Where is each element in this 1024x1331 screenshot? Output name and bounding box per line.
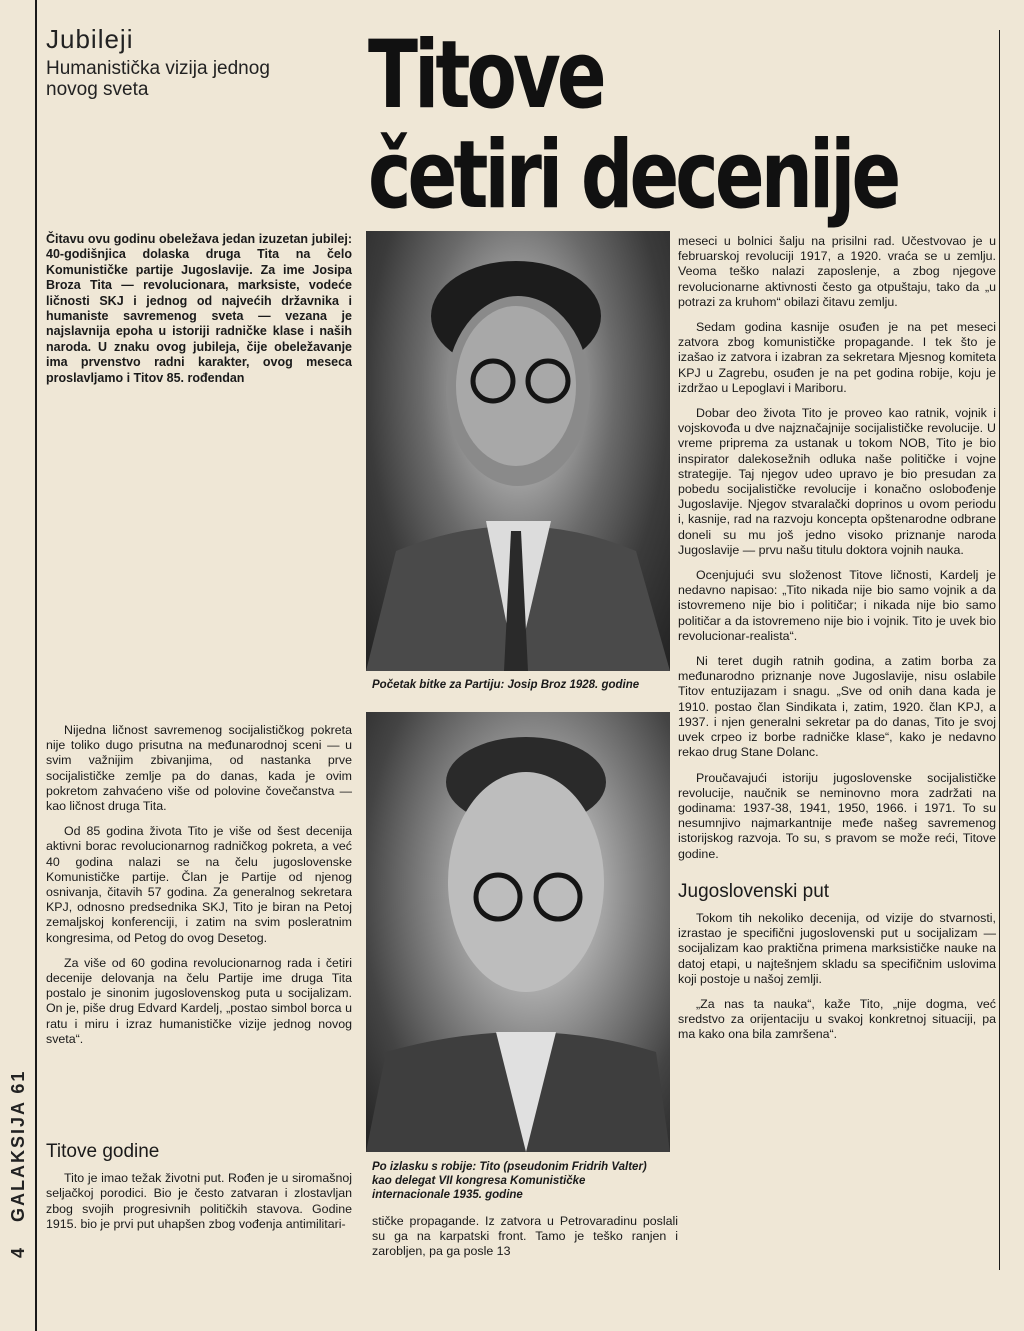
portrait-2-illustration: [366, 712, 670, 1152]
photo-josip-broz-1928: [366, 231, 670, 671]
subhead-titove-godine: Titove godine: [46, 1141, 160, 1162]
right-bottom-paragraph-2: „Za nas ta nauka“, kaže Tito, „nije dogma, već sredstvo za orijentaciju u svakoj konkretnoj situaciji, pa ma kako ona bila zamršena“.: [678, 996, 996, 1042]
right-margin-rule: [999, 30, 1000, 1270]
left-margin-rule: [35, 0, 37, 1331]
left-paragraph-1: Nijedna ličnost savremenog socijalističkog pokreta nije toliko dugo prisutna na međunarodnoj sceni — u svim važnijim zbivanjima, od nastanka prve socijalističke zemlje pa do danas, kada je ovim pokretom zahvaćeno više od polovine čovečanstva — kao ličnost druga Tita.: [46, 723, 352, 814]
right-paragraph-1: meseci u bolnici šalju na prisilni rad. Učestvovao je u februarskoj revoluciji 1917, a 1920. vraća se u zemlju. Veoma teško nalazi zaposlenje, a zbog njegove revolucionarne aktivnosti često ga otpuštaju, tako da „u potrazi za kruhom“ obilazi čitavu zemlju.: [678, 234, 996, 309]
section-label: Jubileji: [46, 24, 134, 54]
right-paragraph-2: Sedam godina kasnije osuđen je na pet meseci zatvora zbog komunističke propagande. I tek što je izašao iz zatvora i izabran za sekretara Mjesnog komiteta KPJ u Zagrebu, osuđen je na pet godina robije, koju je izdržao u Lepoglavi i Mariboru.: [678, 320, 996, 395]
folio-page-number: 4: [8, 1245, 28, 1258]
middle-bottom-text: stičke propagande. Iz zatvora u Petrovaradinu poslali su ga na karpatski front. Tamo je teško ranjen i zarobljen, pa ga posle 13: [372, 1214, 678, 1259]
portrait-1-illustration: [366, 231, 670, 671]
photo-1-caption: Početak bitke za Partiju: Josip Broz 1928. godine: [372, 679, 640, 691]
headline-line-2: četiri decenije: [368, 121, 898, 230]
folio-magazine: GALAKSIJA 61: [8, 1069, 28, 1222]
headline: [368, 21, 898, 230]
lead-paragraph: Čitavu ovu godinu obeležava jedan izuzetan jubilej: 40-godišnjica dolaska druga Tita na čelo Komunističke partije Jugoslavije. Za ime Josipa Broza Tita — revolucionara, marksiste, vodeće ličnosti SKJ i jednog od najvećih državnika i humaniste savremenog sveta — vezana je najslavnija epoha u istoriji radničke klase i naših naroda. U znaku ovog jubileja, čije obeležavanje ima prvenstvo radni karakter, ovog meseca proslavljamo i Titov 85. rođendan: [46, 232, 352, 385]
folio: [8, 1070, 29, 1258]
photo-tito-1935: [366, 712, 670, 1152]
photo-2-caption: Po izlasku s robije: Tito (pseudonim Fridrih Valter) kao delegat VII kongresa Komunističke internacionale 1935. godine: [372, 1161, 647, 1201]
left-bottom-section: [46, 1140, 352, 1242]
section-subtitle: Humanistička vizija jednog novog sveta: [46, 58, 270, 100]
right-bottom-paragraph-1: Tokom tih nekoliko decenija, od vizije do stvarnosti, izrastao je specifični jugoslovenski put u socijalizam — socijalizam kao praktična primena marksističke nauke na datoj etapi, u najtešnjem skladu sa specifičnim uslovima koji postoje u našoj zemlji.: [678, 910, 996, 986]
right-paragraph-4: Ocenjujući svu složenost Titove ličnosti, Kardelj je nedavno napisao: „Tito nikada nije bio samo vojnik a da istovremeno nije bio i političar; i nikada nije bio samo političar a da istovremeno nije bio i vojnik. Tito je uvek bio revolucionar-realista“.: [678, 568, 996, 643]
headline-line-1: Titove: [368, 21, 603, 130]
left-column: [46, 723, 352, 1057]
left-bottom-paragraph: Tito je imao težak životni put. Rođen je u siromašnoj seljačkoj porodici. Bio je često zatvaran i zlostavljan zbog svojih progresivnih političkih stavova. Godine 1915. bio je prvi put uhapšen zbog vođenja antimilitari-: [46, 1171, 352, 1231]
left-paragraph-3: Za više od 60 godina revolucionarnog rada i četiri decenije delovanja na čelu Partije ime druga Tita postalo je sinonim jugoslovenskog puta u socijalizam. On je, piše drug Edvard Kardelj, „postao simbol borca u ratu i miru i izraz humanističke vizije jednog novog sveta“.: [46, 955, 352, 1046]
right-column: [678, 234, 996, 1053]
right-paragraph-5: Ni teret dugih ratnih godina, a zatim borba za međunarodno priznanje nove Jugoslavije, nisu oslabile Titov entuzijazam i snagu. „Sve od onih dana kada je 1910. postao član Sindikata i, zatim, 1920. član KPJ, a 1937. i njen generalni sekretar pa do danas, Tito je svoj uvek crpeo iz borbe radničke klase“, kako je nedavno rekao drug Stane Dolanc.: [678, 654, 996, 760]
subhead-jugoslovenski-put: Jugoslovenski put: [678, 880, 830, 902]
left-paragraph-2: Od 85 godina života Tito je više od šest decenija aktivni borac revolucionarnog radničkog pokreta, a već 40 godina nalazi se na čelu jugoslovenske Komunističke partije. Član je Partije od njenog osnivanja, čitavih 57 godina. Za generalnog sekretara KPJ, odnosno predsednika SKJ, Tito je biran na Petoj zemaljskoj konferenciji, i zatim na svim posleratnim kongresima, od Petog do ovog Desetog.: [46, 824, 352, 945]
right-paragraph-3: Dobar deo života Tito je proveo kao ratnik, vojnik i vojskovođa u dve najznačajnije socijalističke revolucije. U vreme priprema za ustanak u tokom NOB, Tito je bio inspirator dalekosežnih odluka naše političke i vojne strategije. Taj njegov udeo upravo je bio presudan za pobedu socijalističke revolucije i konačno oslobođenje Jugoslavije. Njegov stvaralački doprinos u ovom periodu i, kasnije, rad na razvoju koncepta opštenarodne odbrane doneli su mu još jedno visoko priznanje naroda Jugoslavije — prvu našu titulu doktora vojnih nauka.: [678, 406, 996, 557]
right-paragraph-6: Proučavajući istoriju jugoslovenske socijalističke revolucije, naučnik se neminovno mora zadržati na godinama: 1937-38, 1941, 1950, 1966. i 1971. To su nesumnjivo najmarkantnije međe našeg savremenog istorijskog razvoja. To su, s pravom se može reći, Titove godine.: [678, 770, 996, 861]
